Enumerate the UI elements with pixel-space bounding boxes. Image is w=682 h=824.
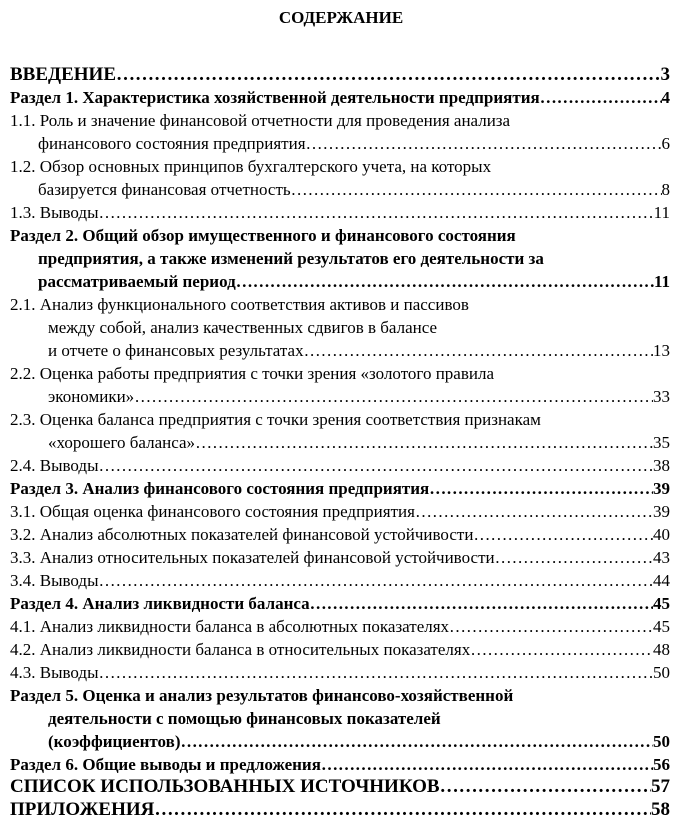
toc-entry-section-2-line-1[interactable] xyxy=(10,224,670,247)
toc-entry-label: 4.2. Анализ ликвидности баланса в относительных показателях xyxy=(10,640,471,659)
toc-entry-4-1[interactable] xyxy=(10,615,670,638)
toc-entry-3-3[interactable] xyxy=(10,546,670,569)
toc-entry-label: (коэффициентов) xyxy=(48,732,181,751)
toc-entry-1-1-line-1[interactable] xyxy=(10,109,670,132)
toc-entry-label: Раздел 5. Оценка и анализ результатов финансово-хозяйственной xyxy=(10,686,514,705)
toc-entry-label: СПИСОК ИСПОЛЬЗОВАННЫХ ИСТОЧНИКОВ xyxy=(10,776,440,797)
toc-entry-2-2-line-2[interactable] xyxy=(48,385,670,408)
toc-entry-page: 58 xyxy=(651,799,670,820)
toc-entry-label: 3.1. Общая оценка финансового состояния предприятия xyxy=(10,502,415,521)
toc-entry-3-2[interactable] xyxy=(10,523,670,546)
toc-entry-label: 3.3. Анализ относительных показателей финансовой устойчивости xyxy=(10,548,495,567)
toc-entry-page: 45 xyxy=(653,617,670,636)
dot-leader xyxy=(134,385,653,408)
dot-leader xyxy=(470,638,653,661)
toc-entry-page: 13 xyxy=(653,341,670,360)
toc-entry-section-2-line-3[interactable] xyxy=(38,270,670,293)
toc-entry-label: рассматриваемый период xyxy=(38,272,236,291)
toc-entry-label: 2.2. Оценка работы предприятия с точки зрения «золотого правила xyxy=(10,364,495,383)
toc-entry-label: 3.4. Выводы xyxy=(10,571,99,590)
toc-entry-label: между собой, анализ качественных сдвигов в балансе xyxy=(48,318,438,337)
toc-entry-label: ПРИЛОЖЕНИЯ xyxy=(10,799,155,820)
toc-entry-label: предприятия, а также изменений результатов его деятельности за xyxy=(38,249,544,268)
dot-leader xyxy=(440,775,651,798)
toc-entry-3-4[interactable] xyxy=(10,569,670,592)
toc-entry-page: 57 xyxy=(651,776,670,797)
toc-entry-section-5-line-3[interactable] xyxy=(48,730,670,753)
dot-leader xyxy=(99,661,653,684)
toc-entry-2-2-line-1[interactable] xyxy=(10,362,670,385)
toc-entry-label: 1.1. Роль и значение финансовой отчетности для проведения анализа xyxy=(10,111,511,130)
toc-entry-page: 45 xyxy=(653,594,670,613)
dot-leader xyxy=(99,569,653,592)
dot-leader xyxy=(415,500,653,523)
toc-entry-2-3-line-2[interactable] xyxy=(48,431,670,454)
toc-entry-page: 44 xyxy=(653,571,670,590)
toc-entry-label: деятельности с помощью финансовых показателей xyxy=(48,709,441,728)
toc-entry-page: 48 xyxy=(653,640,670,659)
dot-leader xyxy=(236,270,654,293)
toc-entry-label: 1.3. Выводы xyxy=(10,203,99,222)
toc-entry-label: 2.4. Выводы xyxy=(10,456,99,475)
toc-entry-label: базируется финансовая отчетность xyxy=(38,180,291,199)
toc-entry-4-3[interactable] xyxy=(10,661,670,684)
toc-entry-page: 11 xyxy=(653,272,670,291)
page-title: СОДЕРЖАНИЕ xyxy=(278,8,404,27)
toc-entry-label: финансового состояния предприятия xyxy=(38,134,306,153)
toc-entry-page: 3 xyxy=(660,64,670,85)
toc-entry-appendices[interactable] xyxy=(10,798,670,821)
dot-leader xyxy=(449,615,653,638)
toc-entry-page: 56 xyxy=(653,755,670,774)
toc-entry-page: 40 xyxy=(653,525,670,544)
dot-leader xyxy=(540,86,662,109)
toc-entry-page: 33 xyxy=(653,387,670,406)
toc-entry-2-1-line-1[interactable] xyxy=(10,293,670,316)
toc-entry-section-1[interactable] xyxy=(10,86,670,109)
toc-entry-3-1[interactable] xyxy=(10,500,670,523)
dot-leader xyxy=(180,730,653,753)
toc-entry-label: и отчете о финансовых результатах xyxy=(48,341,304,360)
dot-leader xyxy=(306,132,662,155)
toc-entry-2-3-line-1[interactable] xyxy=(10,408,670,431)
toc-entry-page: 6 xyxy=(661,134,670,153)
toc-entry-label: Раздел 4. Анализ ликвидности баланса xyxy=(10,594,310,613)
toc-entry-page: 39 xyxy=(653,479,670,498)
toc-entry-page: 43 xyxy=(653,548,670,567)
toc-entry-1-2-line-2[interactable] xyxy=(38,178,670,201)
dot-leader xyxy=(304,339,653,362)
toc-entry-1-3[interactable] xyxy=(10,201,670,224)
toc-entry-1-1-line-2[interactable] xyxy=(38,132,670,155)
toc-entry-page: 35 xyxy=(653,433,670,452)
dot-leader xyxy=(429,477,653,500)
toc-entry-label: Раздел 1. Характеристика хозяйственной деятельности предприятия xyxy=(10,88,540,107)
toc-entry-references[interactable] xyxy=(10,775,670,798)
toc-entry-4-2[interactable] xyxy=(10,638,670,661)
toc-entry-label: 1.2. Обзор основных принципов бухгалтерского учета, на которых xyxy=(10,157,492,176)
toc-entry-label: «хорошего баланса» xyxy=(48,433,196,452)
toc-entry-introduction[interactable] xyxy=(10,63,670,86)
dot-leader xyxy=(310,592,653,615)
toc-entry-section-3[interactable] xyxy=(10,477,670,500)
toc-entry-page: 50 xyxy=(653,732,670,751)
dot-leader xyxy=(195,431,653,454)
dot-leader xyxy=(291,178,662,201)
dot-leader xyxy=(495,546,653,569)
toc-entry-label: 3.2. Анализ абсолютных показателей финансовой устойчивости xyxy=(10,525,474,544)
dot-leader xyxy=(154,798,651,821)
toc-entry-page: 39 xyxy=(653,502,670,521)
toc-entry-page: 11 xyxy=(653,203,670,222)
toc-entry-label: экономики» xyxy=(48,387,135,406)
toc-entry-section-2-line-2[interactable] xyxy=(38,247,670,270)
toc-entry-section-4[interactable] xyxy=(10,592,670,615)
dot-leader xyxy=(116,63,661,86)
toc-entry-label: Раздел 6. Общие выводы и предложения xyxy=(10,755,321,774)
toc-entry-label: Раздел 2. Общий обзор имущественного и финансового состояния xyxy=(10,226,516,245)
toc-entry-page: 4 xyxy=(661,88,670,107)
toc-entry-page: 8 xyxy=(661,180,670,199)
dot-leader xyxy=(473,523,653,546)
toc-entry-label: 4.1. Анализ ликвидности баланса в абсолютных показателях xyxy=(10,617,450,636)
toc-entry-label: 2.1. Анализ функционального соответствия активов и пассивов xyxy=(10,295,469,314)
dot-leader xyxy=(99,454,653,477)
toc-entry-label: ВВЕДЕНИЕ xyxy=(10,64,116,85)
toc-entry-section-5-line-2[interactable] xyxy=(48,707,670,730)
dot-leader xyxy=(99,201,654,224)
toc-entry-2-1-line-3[interactable] xyxy=(48,339,670,362)
toc-entry-label: 4.3. Выводы xyxy=(10,663,99,682)
toc-entry-label: 2.3. Оценка баланса предприятия с точки зрения соответствия признакам xyxy=(10,410,541,429)
toc-entry-label: Раздел 3. Анализ финансового состояния предприятия xyxy=(10,479,430,498)
toc-entry-2-4[interactable] xyxy=(10,454,670,477)
dot-leader xyxy=(321,753,653,776)
toc-entry-section-6[interactable] xyxy=(10,753,670,776)
toc-entry-section-5-line-1[interactable] xyxy=(10,684,670,707)
toc-entry-1-2-line-1[interactable] xyxy=(10,155,670,178)
toc-entry-page: 50 xyxy=(653,663,670,682)
toc-entry-2-1-line-2[interactable] xyxy=(48,316,670,339)
toc-entry-page: 38 xyxy=(653,456,670,475)
